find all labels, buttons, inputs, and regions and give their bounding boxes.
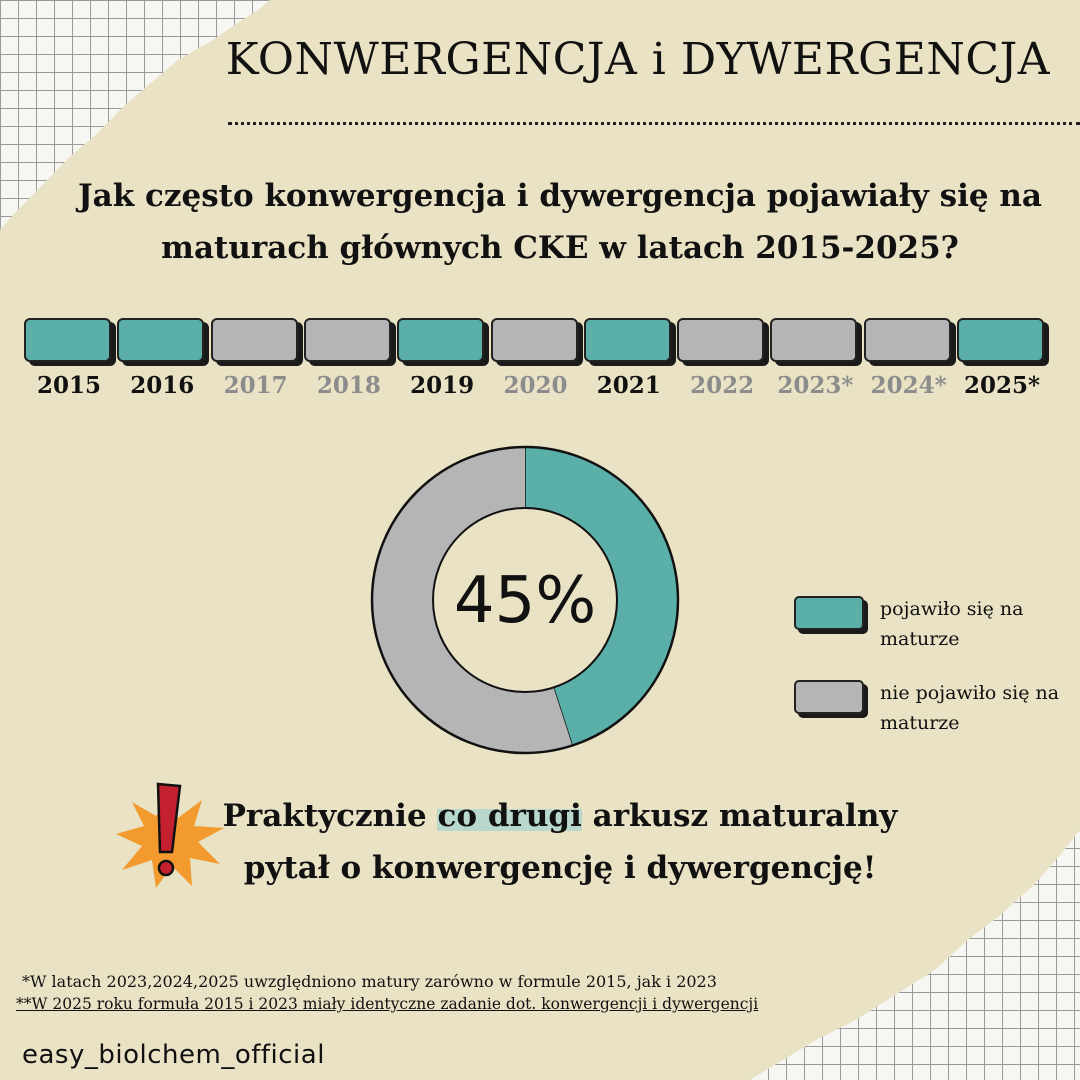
year-2024 — [864, 318, 957, 399]
year-2018 — [304, 318, 397, 399]
year-bar — [397, 318, 484, 362]
note-line: pytał o konwergencję i dywergencję! — [243, 850, 877, 886]
year-label: 2016 — [130, 372, 195, 399]
year-2023 — [770, 318, 863, 399]
year-2025 — [957, 318, 1050, 399]
year-2022 — [677, 318, 770, 399]
legend-label: nie pojawiło się na maturze — [880, 682, 1060, 734]
legend-swatch — [794, 680, 864, 714]
note-text: arkusz maturalny — [581, 798, 898, 834]
year-bar — [770, 318, 857, 362]
year-label: 2022 — [690, 372, 755, 399]
alert-dot-shape — [159, 861, 173, 875]
year-label: 2019 — [410, 372, 475, 399]
year-2019 — [397, 318, 490, 399]
year-2021 — [584, 318, 677, 399]
legend-item-appeared — [794, 594, 1064, 678]
year-label: 2018 — [316, 372, 381, 399]
note-text: Praktycznie — [222, 798, 438, 834]
year-timeline — [24, 318, 1054, 408]
year-bar — [864, 318, 951, 362]
year-bar — [584, 318, 671, 362]
year-bar — [211, 318, 298, 362]
year-label: 2021 — [596, 372, 661, 399]
year-bar — [677, 318, 764, 362]
year-2015 — [24, 318, 117, 399]
question — [60, 170, 1060, 274]
key-note — [200, 790, 920, 894]
legend-swatch — [794, 596, 864, 630]
legend — [794, 594, 1064, 762]
year-label: 2017 — [223, 372, 288, 399]
year-label: 2025* — [963, 372, 1041, 399]
year-label: 2024* — [870, 372, 947, 399]
footnote: **W 2025 roku formuła 2015 i 2023 miały identyczne zadanie dot. konwergencji i dywergencji — [16, 995, 759, 1013]
note-line — [200, 790, 920, 842]
question-line: maturach głównych CKE w latach 2015-2025? — [161, 230, 959, 266]
year-bar — [24, 318, 111, 362]
divider — [228, 122, 1080, 125]
center-label: 45% — [453, 564, 597, 638]
legend-item-not-appeared — [794, 678, 1064, 762]
year-label: 2020 — [503, 372, 568, 399]
note-highlight: co drugi — [437, 798, 582, 834]
footnote: *W latach 2023,2024,2025 uwzględniono matury zarówno w formule 2015, jak i 2023 — [22, 972, 717, 991]
year-2016 — [117, 318, 210, 399]
year-bar — [957, 318, 1044, 362]
donut-chart — [370, 445, 680, 755]
year-label: 2023* — [777, 372, 854, 399]
page-title: KONWERGENCJA i DYWERGENCJA — [225, 34, 1050, 85]
legend-label: pojawiło się na maturze — [880, 598, 1024, 650]
year-2020 — [491, 318, 584, 399]
brand-handle: easy_biolchem_official — [22, 1040, 325, 1070]
year-bar — [304, 318, 391, 362]
year-label: 2015 — [36, 372, 101, 399]
question-line: Jak często konwergencja i dywergencja pojawiały się na — [77, 178, 1043, 214]
year-bar — [117, 318, 204, 362]
year-2017 — [211, 318, 304, 399]
year-bar — [491, 318, 578, 362]
